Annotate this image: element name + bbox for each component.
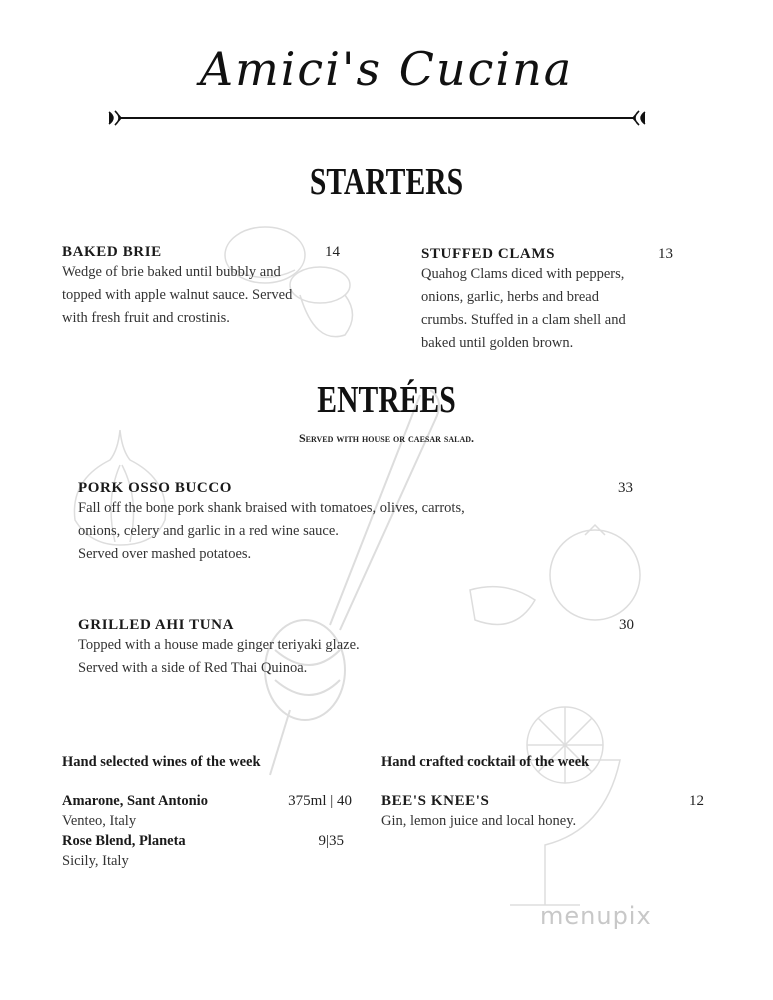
- item-price: 33: [618, 480, 633, 496]
- entrees-heading: ENTRÉES: [317, 379, 456, 421]
- wines-section: [62, 754, 352, 873]
- wine-name: Amarone, Sant Antonio: [62, 793, 208, 809]
- menu-item-baked-brie: [62, 244, 340, 330]
- wine-price: 375ml | 40: [288, 793, 352, 809]
- item-price: 13: [658, 246, 673, 262]
- item-name: BAKED BRIE: [62, 244, 162, 260]
- cocktail-name: BEE'S KNEE'S: [381, 793, 490, 809]
- menu-item-stuffed-clams: [421, 246, 673, 355]
- item-description: Wedge of brie baked until bubbly and topped with apple walnut sauce. Served with fresh fruit and crostinis.: [62, 264, 293, 326]
- cocktail-price: 12: [689, 793, 704, 809]
- watermark: menupix: [540, 902, 652, 930]
- item-price: 14: [325, 244, 340, 260]
- starters-heading: STARTERS: [309, 161, 464, 203]
- entrees-subheading: Served with house or caesar salad.: [298, 431, 475, 445]
- wine-origin: Sicily, Italy: [62, 853, 129, 869]
- item-name: STUFFED CLAMS: [421, 246, 556, 262]
- cocktail-heading: Hand crafted cocktail of the week: [381, 754, 590, 770]
- cocktail-description: Gin, lemon juice and local honey.: [381, 813, 577, 829]
- restaurant-title: Amici's Cucina: [199, 42, 574, 96]
- menu-item-pork-osso-bucco: [78, 480, 633, 566]
- item-name: GRILLED AHI TUNA: [78, 617, 235, 633]
- wine-origin: Venteo, Italy: [62, 813, 137, 829]
- item-description: Quahog Clams diced with peppers, onions, garlic, herbs and bread crumbs. Stuffed in a clam shell and baked until golden brown.: [421, 266, 626, 351]
- wine-name: Rose Blend, Planeta: [62, 833, 186, 849]
- item-description: Topped with a house made ginger teriyaki glaze. Served with a side of Red Thai Quinoa.: [78, 637, 360, 676]
- item-name: PORK OSSO BUCCO: [78, 480, 233, 496]
- cocktail-section: [381, 754, 704, 833]
- item-price: 30: [619, 617, 634, 633]
- item-description: Fall off the bone pork shank braised with tomatoes, olives, carrots, onions, celery and garlic in a red wine sauce. Served over mashed potatoes.: [78, 500, 465, 562]
- wine-price: 9|35: [318, 833, 344, 849]
- wines-heading: Hand selected wines of the week: [62, 754, 261, 770]
- menu-item-grilled-ahi-tuna: [78, 617, 634, 680]
- ornamental-divider: [107, 108, 647, 128]
